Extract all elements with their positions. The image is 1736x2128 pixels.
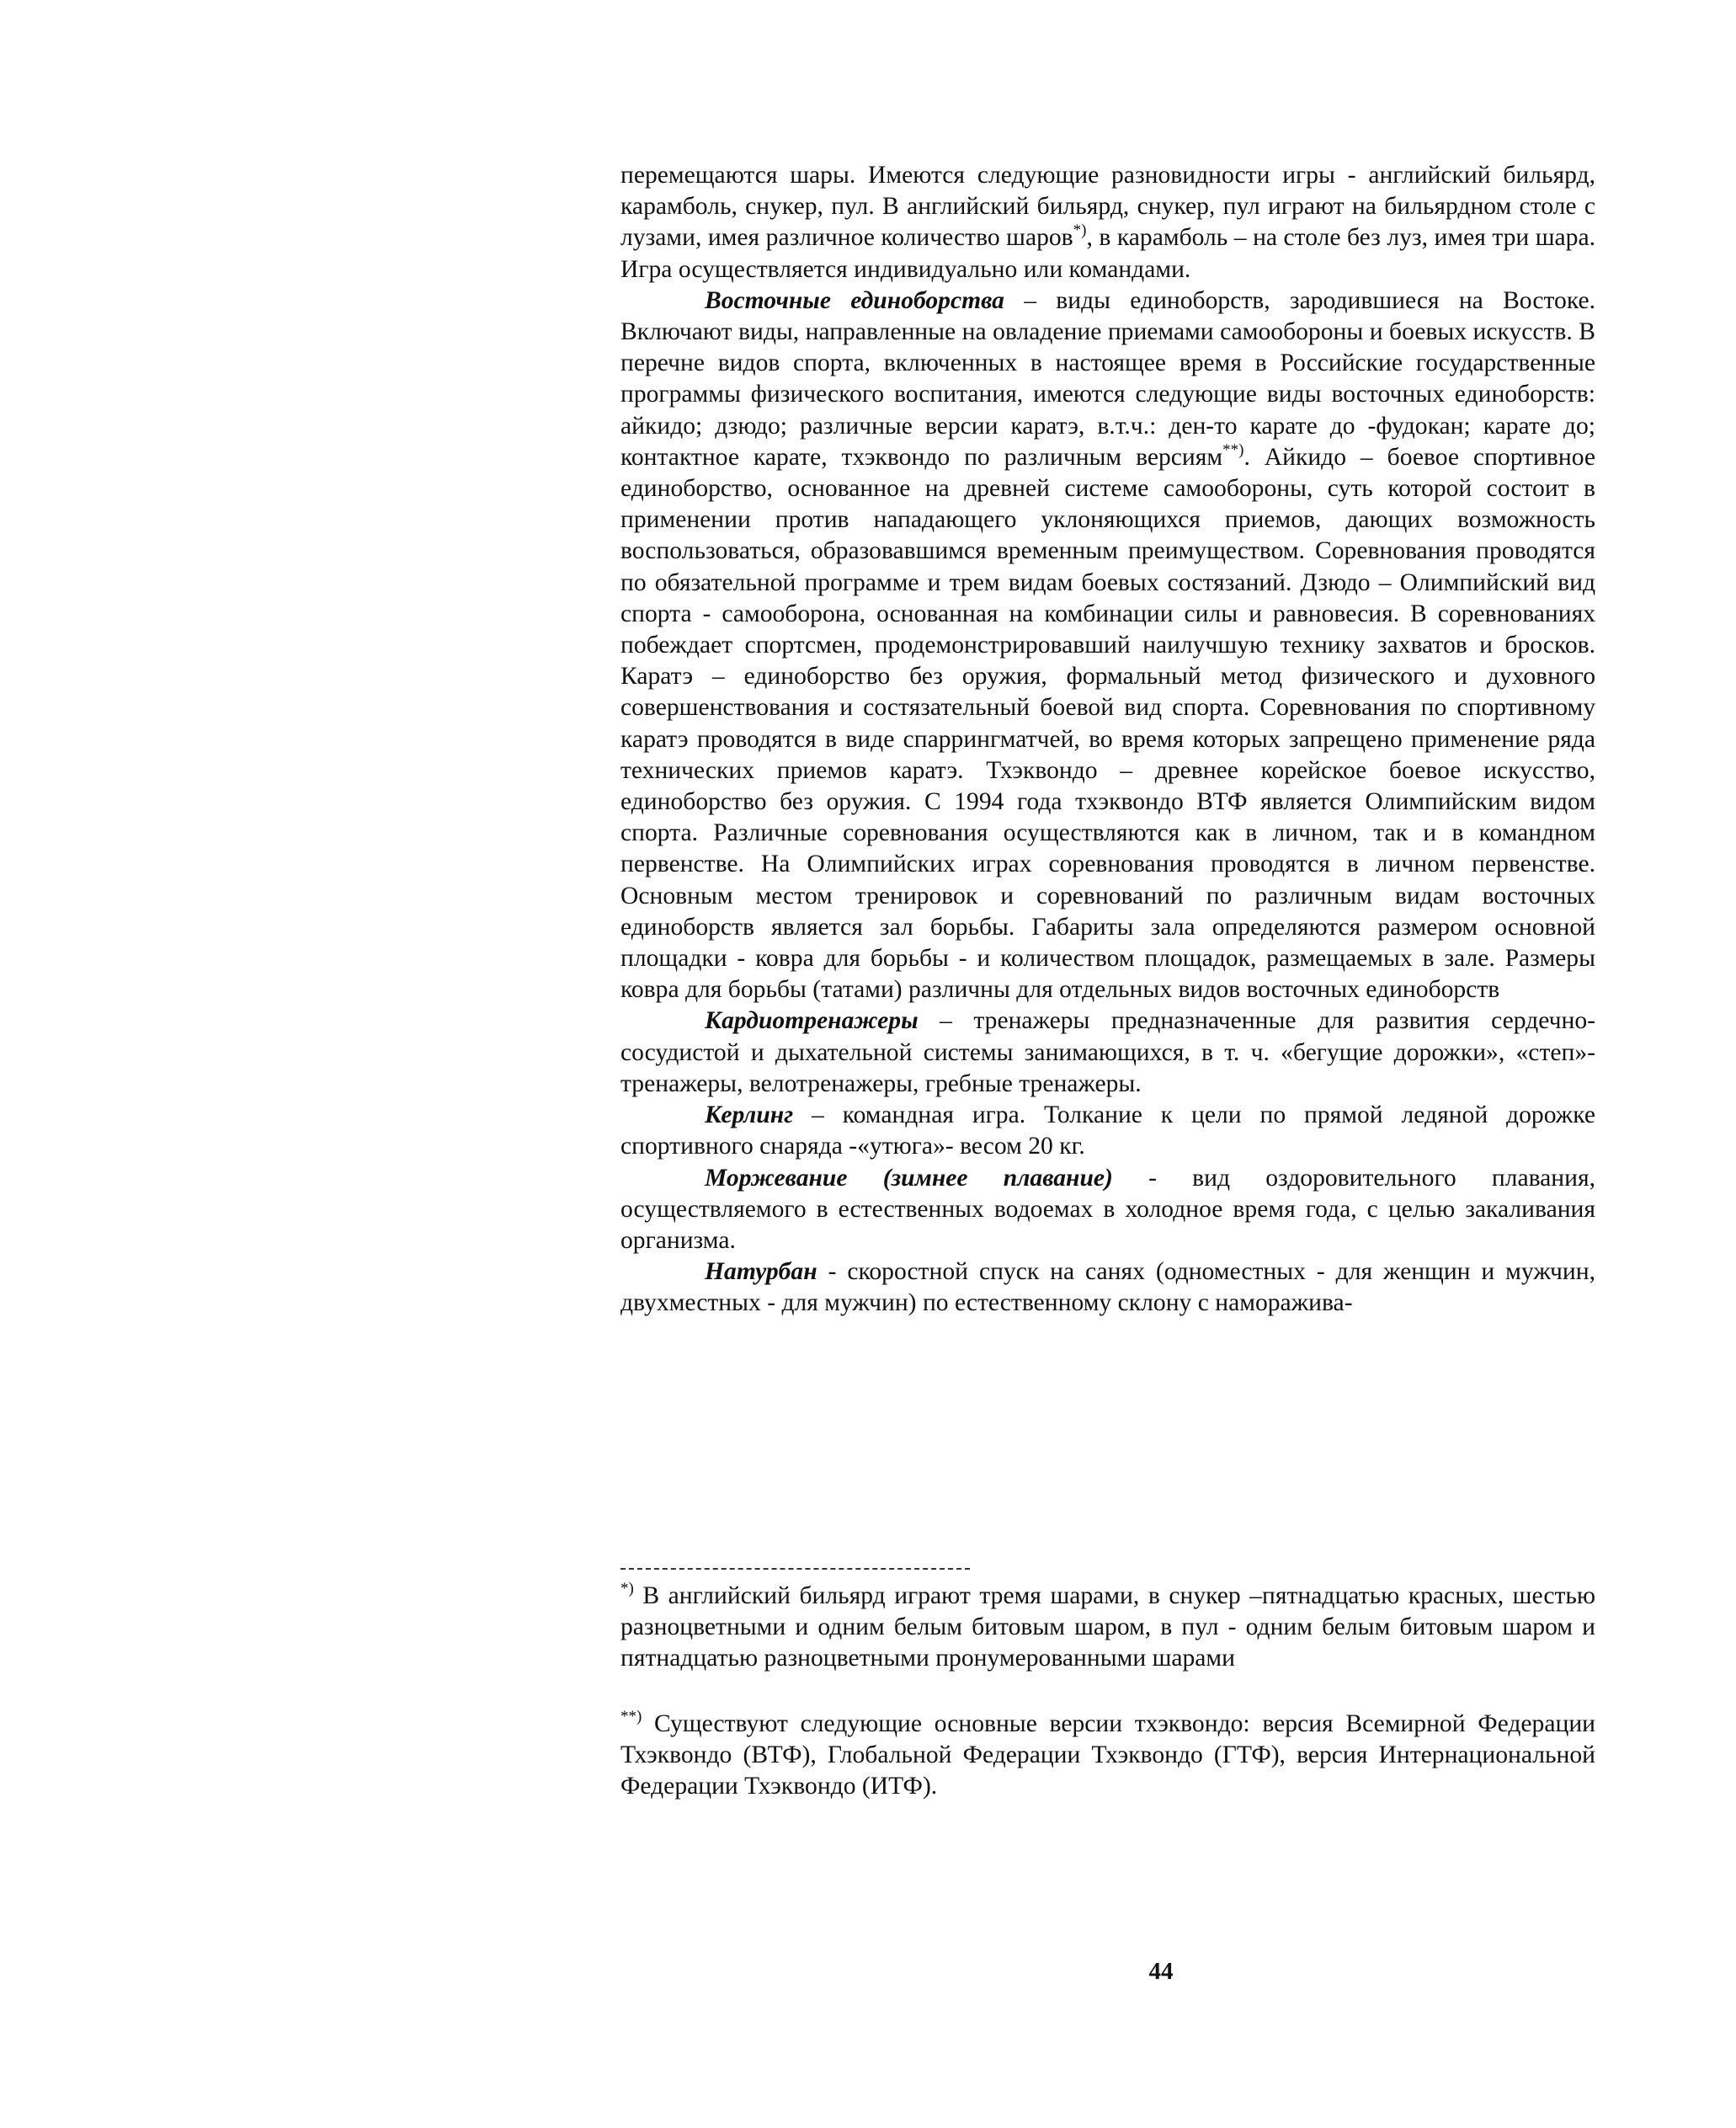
paragraph-billiards (620, 160, 1595, 285)
footnote-marker: **) (620, 1707, 642, 1725)
page-number (0, 1958, 1736, 1986)
paragraph-text: - скоростной спуск на санях (одноместных - для женщин и мужчин, двухместных - для мужчин) по естественному склону с наморажива- (620, 1258, 1595, 1317)
page-number-text: 44 (1148, 1958, 1174, 1985)
paragraph-eastern-martial-arts (620, 285, 1595, 1006)
paragraph-text: . Айкидо – боевое спортивное единоборство, основанное на древней системе самообороны, суть которой состоит в применении против нападающего уклоняющихся приемов, дающих возможность воспользоваться, образовавшимся временным преимуществом. Соревнования проводятся по обязательной программе и трем видам боевых состязаний. Дзюдо – Олимпийский вид спорта - самооборона, основанная на комбинации силы и равновесия. В соревнованиях побеждает спортсмен, продемонстрировавший наилучшую технику захватов и бросков. Каратэ – единоборство без оружия, формальный метод физического и духовного совершенствования и состязательный боевой вид спорта. Соревнования по спортивному каратэ проводятся в виде спаррингматчей, во время которых запрещено применение ряда технических приемов каратэ. Тхэквондо – древнее корейское боевое искусство, единоборство без оружия. С 1994 года тхэквондо ВТФ является Олимпийским видом спорта. Различные соревнования осуществляются как в личном, так и в командном первенстве. На Олимпийских играх соревнования проводятся в личном первенстве. Основным местом тренировок и соревнований по различным видам восточных единоборств является зал борьбы. Габариты зала определяются размером основной площадки - ковра для борьбы - и количеством площадок, размещаемых в зале. Размеры ковра для борьбы (татами) различны для отдельных видов восточных единоборств (620, 443, 1595, 1004)
paragraph-curling (620, 1100, 1595, 1162)
footnote-divider (620, 1568, 970, 1570)
paragraph-text: - вид оздоровительного плавания, осуществляемого в естественных водоемах в холодное время года, с целью закаливания организма. (620, 1164, 1595, 1254)
paragraph-text: , в карамболь – на столе без луз, имея три шара. Игра осуществляется индивидуально или командами. (620, 224, 1595, 283)
footnote-text: Существуют следующие основные версии тхэквондо: версия Всемирной Федерации Тхэквондо (ВТФ), Глобальной Федерации Тхэквондо (ГТФ), версия Интернациональной Федерации Тхэквондо (ИТФ). (620, 1709, 1595, 1800)
paragraph-text: перемещаются шары. Имеются следующие разновидности игры - английский бильярд, карамболь, снукер, пул. В английский бильярд, снукер, пул играют на бильярдном столе с лузами, имея различное количество шаров (620, 162, 1595, 252)
main-text (620, 160, 1595, 1320)
term-heading: Восточные единоборства (705, 286, 1004, 314)
paragraph-text: – командная игра. Толкание к цели по прямой ледяной дорожке спортивного снаряда -«утюга»- весом 20 кг. (620, 1101, 1595, 1160)
footnote-text: В английский бильярд играют тремя шарами, в снукер –пятнадцатью красных, шестью разноцветными и одним белым битовым шаром, в пул - одним белым битовым шаром и пятнадцатью разноцветными пронумерованными шарами (620, 1582, 1595, 1672)
footnote-marker: *) (1073, 221, 1087, 240)
paragraph-winter-swimming (620, 1163, 1595, 1257)
paragraph-naturbahn (620, 1256, 1595, 1319)
footnotes (620, 1581, 1595, 1802)
footnote-marker: **) (1222, 440, 1244, 459)
term-heading: Керлинг (705, 1101, 794, 1129)
paragraph-text: – виды единоборств, зародившиеся на Востоке. Включают виды, направленные на овладение приемами самообороны и боевых искусств. В перечне видов спорта, включенных в настоящее время в Российские государственные программы физического воспитания, имеются следующие виды восточных единоборств: айкидо; дзюдо; различные версии каратэ, в.т.ч.: ден-то карате до -фудокан; карате до; контактное карате, тхэквондо по различным версиям (620, 286, 1595, 471)
footnote-1 (620, 1581, 1595, 1675)
term-heading: Кардиотренажеры (705, 1007, 919, 1035)
footnote-2 (620, 1709, 1595, 1803)
footnote-marker: *) (620, 1580, 634, 1597)
paragraph-cardio (620, 1005, 1595, 1100)
term-heading: Моржевание (зимнее плавание) (705, 1164, 1113, 1192)
paragraph-text: – тренажеры предназначенные для развития сердечно- сосудистой и дыхательной системы занимающихся, в т. ч. «бегущие дорожки», «степ»- тренажеры, велотренажеры, гребные тренажеры. (620, 1007, 1595, 1097)
term-heading: Натурбан (705, 1258, 817, 1286)
